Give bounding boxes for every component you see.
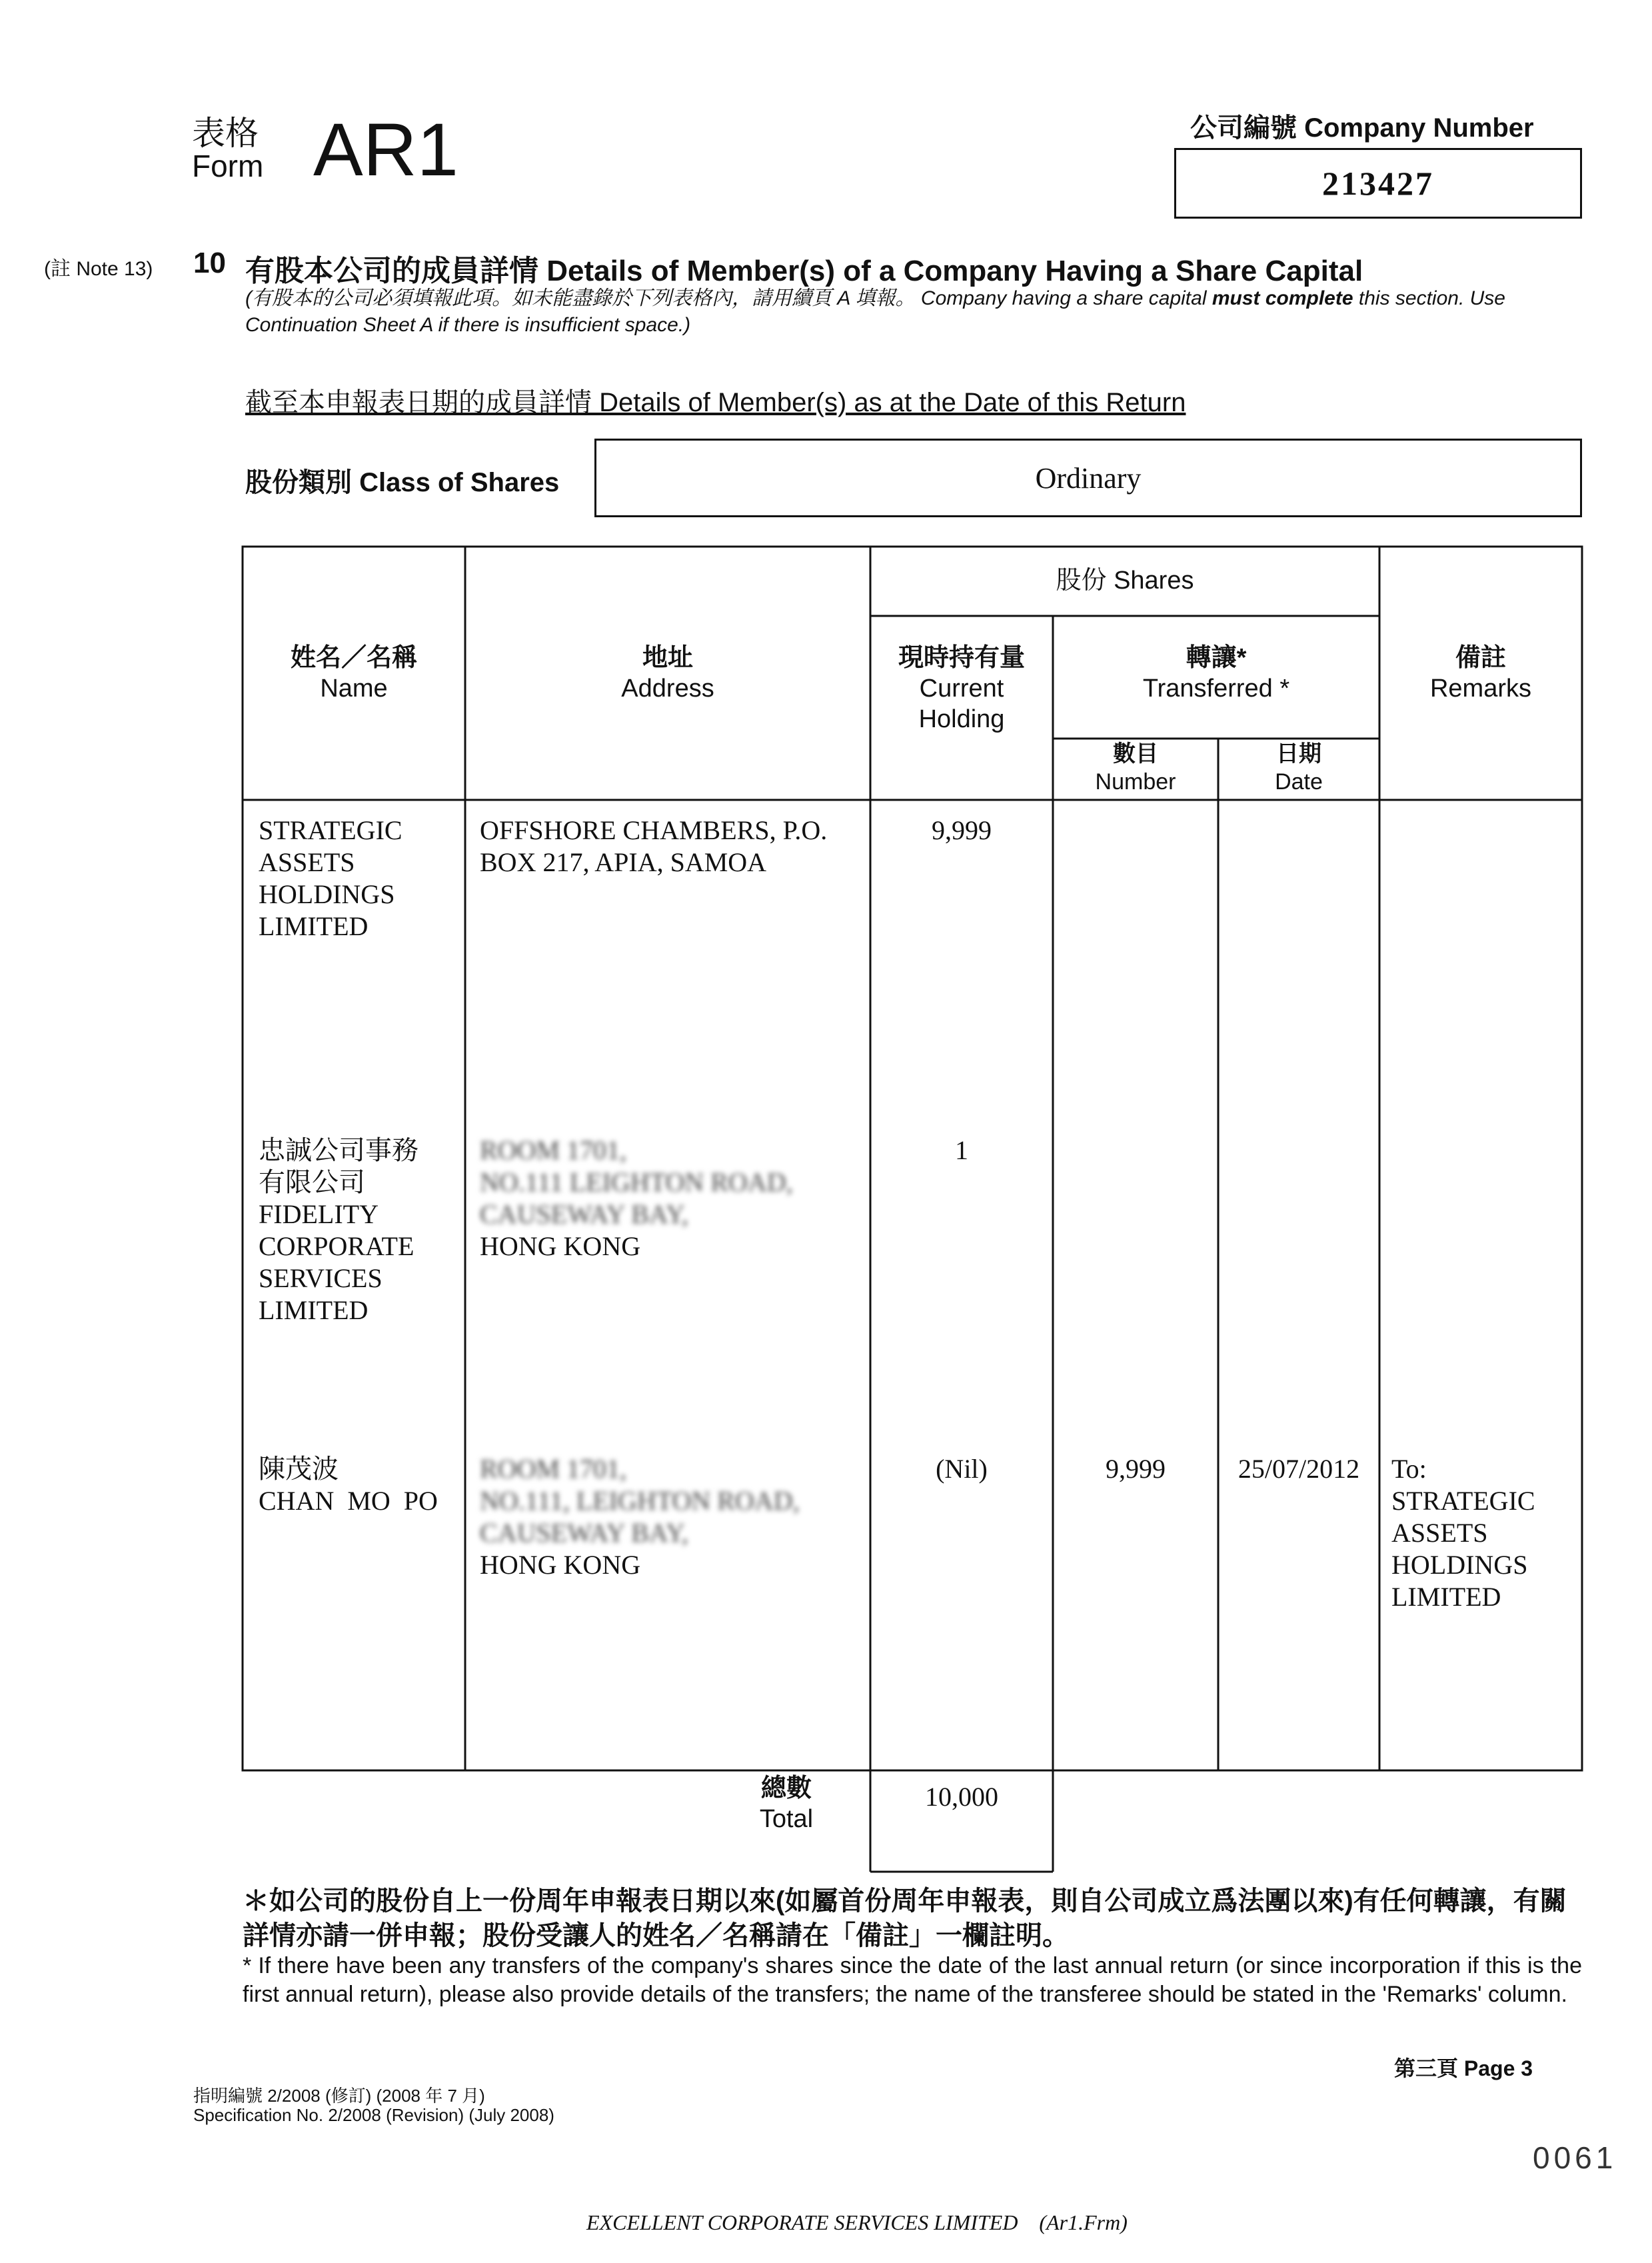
header-transferred-en: Transferred * [1142,675,1290,703]
total-value: 10,000 [925,1782,998,1812]
company-number-label: 公司編號 Company Number [1190,113,1534,143]
name-line: 陳茂波 [259,1454,339,1484]
header-remarks [1379,643,1582,704]
class-of-shares-value: Ordinary [1035,461,1142,495]
address-line: HONG KONG [480,1550,641,1580]
header-remarks-zh: 備註 [1455,644,1506,672]
page-number: 第三頁 Page 3 [1394,2056,1533,2080]
bottom-footer: EXCELLENT CORPORATE SERVICES LIMITED (Ar1.Frm) [586,2210,1128,2234]
instruction-zh: (有股本的公司必須填報此項。如未能盡錄於下列表格內，請用續頁 A 填報。 [245,287,916,309]
remarks-line: STRATEGIC [1391,1486,1535,1516]
header-transferred [1053,643,1379,704]
note-reference: (註 Note 13) [44,258,153,280]
header-shares: 股份 Shares [1056,567,1194,595]
name-line: 有限公司 [259,1167,365,1197]
remarks-line: To: [1391,1454,1427,1484]
document-serial: 0061 [1533,2140,1617,2175]
header-address-en: Address [621,675,714,703]
member-holding-2: 1 [955,1135,968,1165]
header-transferred-zh: 轉讓* [1186,644,1247,672]
redacted-address-line: ROOM 1701, [480,1135,627,1165]
section-title: 有股本公司的成員詳情 Details of Member(s) of a Company Having a Share Capital [245,255,1363,287]
address-line: BOX 217, APIA, SAMOA [480,847,767,877]
company-number: 213427 [1322,165,1434,202]
remarks-line: HOLDINGS [1391,1550,1528,1580]
total-label [706,1773,866,1834]
header-number-en: Number [1095,769,1176,795]
name-line: LIMITED [259,911,369,941]
header-holding-zh: 現時持有量 [898,644,1025,672]
redacted-address-line: NO.111 LEIGHTON ROAD, [480,1167,793,1197]
header-name-zh: 姓名／名稱 [290,644,417,672]
header-number [1053,740,1218,796]
instruction-en-1: Company having a share capital [920,287,1212,309]
header-address-zh: 地址 [642,644,693,672]
header-current-holding [870,643,1053,735]
name-line: CORPORATE [259,1231,414,1261]
specification-zh: 指明編號 2/2008 (修訂) (2008 年 7 月) [193,2086,485,2106]
form-code: AR1 [313,108,458,191]
redacted-address-line: ROOM 1701, [480,1454,627,1484]
header-remarks-en: Remarks [1429,675,1532,703]
header-name-en: Name [320,675,388,703]
redacted-address-line: CAUSEWAY BAY, [480,1518,688,1548]
instruction-en-2: this section. Use Continuation Sheet A if there is insufficient space.) [245,287,1505,336]
form-label-en: Form [192,149,264,183]
member-address-1 [480,815,866,879]
section-number: 10 [193,247,226,279]
name-line: CHAN MO PO [259,1486,438,1516]
header-date-en: Date [1275,769,1323,795]
address-line: OFFSHORE CHAMBERS, P.O. [480,815,828,845]
member-name-1 [259,815,458,943]
total-label-en: Total [759,1805,814,1833]
member-name-3 [259,1453,465,1517]
members-subheading: 截至本申報表日期的成員詳情 Details of Member(s) as at the Date of this Return [245,388,1186,417]
transfer-date-3: 25/07/2012 [1238,1454,1360,1484]
name-line: ASSETS [259,847,355,877]
address-line: HONG KONG [480,1231,641,1261]
header-holding-en2: Holding [918,705,1005,733]
remarks-line: LIMITED [1391,1582,1501,1612]
footnote-zh: ＊如公司的股份自上一份周年申報表日期以來(如屬首份周年申報表，則自公司成立爲法團以來)有任何轉讓，有關詳情亦請一併申報；股份受讓人的姓名／名稱請在「備註」一欄註明。 [243,1886,1567,1950]
transfer-number-3: 9,999 [1106,1454,1166,1484]
class-of-shares-label: 股份類別 Class of Shares [245,468,560,497]
name-line: HOLDINGS [259,879,395,909]
form-label-zh: 表格 [192,115,259,152]
instruction-en-bold: must complete [1212,287,1353,309]
footnote-en: * If there have been any transfers of the company's shares since the date of the last annual return (or since incorporation if this is the first annual return), please also provide details of the transfers; the name of the transferee should be stated in the 'Remarks' column. [243,1953,1582,2007]
name-line: LIMITED [259,1295,369,1325]
header-name [243,643,465,704]
specification-en: Specification No. 2/2008 (Revision) (July 2008) [193,2105,554,2125]
remarks-3 [1391,1453,1578,1613]
header-holding-en1: Current [919,675,1004,703]
member-address-2 [480,1134,866,1262]
redacted-address-line: CAUSEWAY BAY, [480,1199,688,1229]
name-line: SERVICES [259,1263,383,1293]
member-holding-1: 9,999 [932,815,992,845]
header-date-zh: 日期 [1276,741,1321,767]
remarks-line: ASSETS [1391,1518,1488,1548]
header-address [465,643,870,704]
header-date [1218,740,1379,796]
redacted-address-line: NO.111, LEIGHTON ROAD, [480,1486,800,1516]
member-holding-3: (Nil) [936,1454,988,1484]
name-line: STRATEGIC [259,815,403,845]
member-address-3 [480,1453,866,1581]
total-label-zh: 總數 [760,1774,812,1802]
name-line: FIDELITY [259,1199,379,1229]
name-line: 忠誠公司事務 [259,1135,418,1165]
member-name-2 [259,1134,465,1326]
header-number-zh: 數目 [1113,741,1158,767]
